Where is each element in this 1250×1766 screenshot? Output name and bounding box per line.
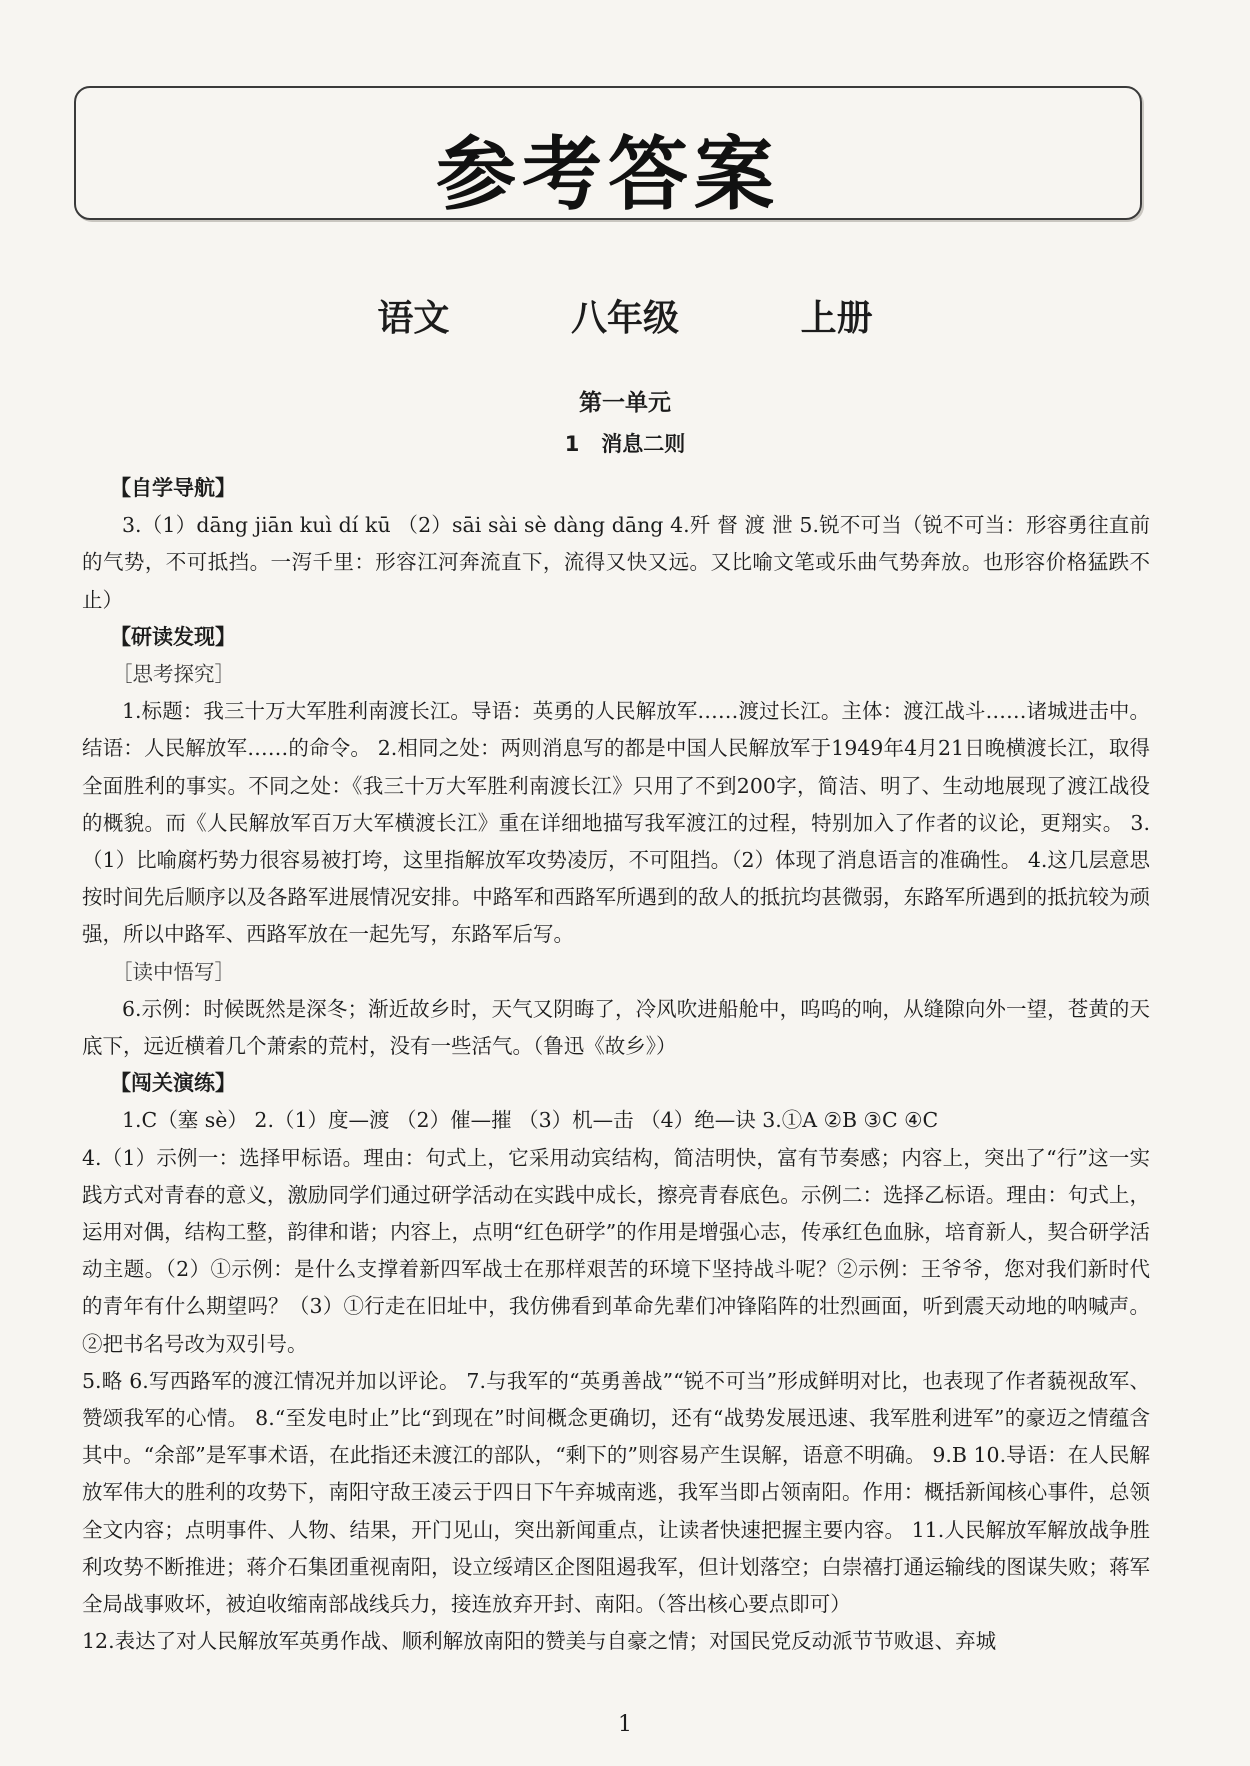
lesson-title: 1 消息二则 [564, 432, 686, 456]
answer-paragraph: 1.C（塞 sè） 2.（1）度—渡 （2）催—摧 （3）机—击 （4）绝—诀 3.①A ②B ③C ④C [122, 1108, 939, 1133]
subsection-heading-duzhong: ［读中悟写］ [112, 959, 235, 984]
page-title: 参考答案 [436, 128, 780, 221]
section-heading-zixue: 【自学导航】 [110, 476, 236, 500]
answer-paragraph: 5.略 6.写西路军的渡江情况并加以评论。 7.与我军的“英勇善战”“锐不可当”形成鲜明对比，也表现了作者藐视敌军、赞颂我军的心情。 8.“至发电时止”比“到现在”时间概念更确切，还有“战势发展迅速、我军胜利进军”的豪迈之情蕴含其中。“余部”是军事术语，在此指还未渡江的部队，“剩下的”则容易产生误解，语意不明确。 9.B 10.导语：在人民解放军伟大的胜利的攻势下，南阳守敌王凌云于四日下午弃城南逃，我军当即占领南阳。作用：概括新闻核心事件，总领全文内容；点明事件、人物、结果，开门见山，突出新闻重点，让读者快速把握主要内容。 11.人民解放军解放战争胜利攻势不断推进；蒋介石集团重视南阳，设立绥靖区企图阻遏我军，但计划落空；白崇禧打通运输线的图谋失败；蒋军全局战事败坏，被迫收缩南部战线兵力，接连放弃开封、南阳。（答出核心要点即可） [82, 1368, 1150, 1617]
section-heading-yandu: 【研读发现】 [110, 624, 236, 649]
title-box [74, 86, 1142, 220]
subsection-heading-sikao: ［思考探究］ [112, 662, 235, 687]
subject-title: 语文 八年级 上册 [377, 298, 873, 339]
answer-paragraph: 12.表达了对人民解放军英勇作战、顺利解放南阳的赞美与自豪之情；对国民党反动派节节败退、弃城 [82, 1629, 997, 1654]
answer-paragraph: 1.标题：我三十万大军胜利南渡长江。导语：英勇的人民解放军……渡过长江。主体：渡江战斗……诸城进击中。结语：人民解放军……的命令。 2.相同之处：两则消息写的都是中国人民解放军于1949年4月21日晚横渡长江，取得全面胜利的事实。不同之处：《我三十万大军胜利南渡长江》只用了不到200字，简洁、明了、生动地展现了渡江战役的概貌。而《人民解放军百万大军横渡长江》重在详细地描写我军渡江的过程，特别加入了作者的议论，更翔实。 3.（1）比喻腐朽势力很容易被打垮，这里指解放军攻势凌厉，不可阻挡。（2）体现了消息语言的准确性。 4.这几层意思按时间先后顺序以及各路军进展情况安排。中路军和西路军所遇到的敌人的抵抗均甚微弱，东路军所遇到的抵抗较为顽强，所以中路军、西路军放在一起先写，东路军后写。 [82, 699, 1150, 947]
answer-paragraph: 3.（1）dāng jiān kuì dí kū （2）sāi sài sè dàng dāng 4.歼 督 渡 泄 5.锐不可当（锐不可当：形容勇往直前的气势，不可抵挡。一泻千里：形容江河奔流直下，流得又快又远。又比喻文笔或乐曲气势奔放。也形容价格猛跌不止） [82, 513, 1150, 612]
answer-paragraph: 4.（1）示例一：选择甲标语。理由：句式上，它采用动宾结构，简洁明快，富有节奏感；内容上，突出了“行”这一实践方式对青春的意义，激励同学们通过研学活动在实践中成长，擦亮青春底色。示例二：选择乙标语。理由：句式上，运用对偶，结构工整，韵律和谐；内容上，点明“红色研学”的作用是增强心志，传承红色血脉，培育新人，契合研学活动主题。（2）①示例：是什么支撑着新四军战士在那样艰苦的环境下坚持战斗呢？②示例：王爷爷，您对我们新时代的青年有什么期望吗？（3）①行走在旧址中，我仿佛看到革命先辈们冲锋陷阵的壮烈画面，听到震天动地的呐喊声。②把书名号改为双引号。 [82, 1145, 1150, 1356]
answer-content [82, 470, 1150, 1661]
unit-title: 第一单元 [579, 390, 671, 416]
section-heading-chuangguan: 【闯关演练】 [110, 1071, 236, 1096]
answer-paragraph: 6.示例：时候既然是深冬；渐近故乡时，天气又阴晦了，冷风吹进船舱中，呜呜的响，从缝隙向外一望，苍黄的天底下，远近横着几个萧索的荒村，没有一些活气。（鲁迅《故乡》） [82, 996, 1150, 1059]
page-number: 1 [618, 1712, 632, 1737]
